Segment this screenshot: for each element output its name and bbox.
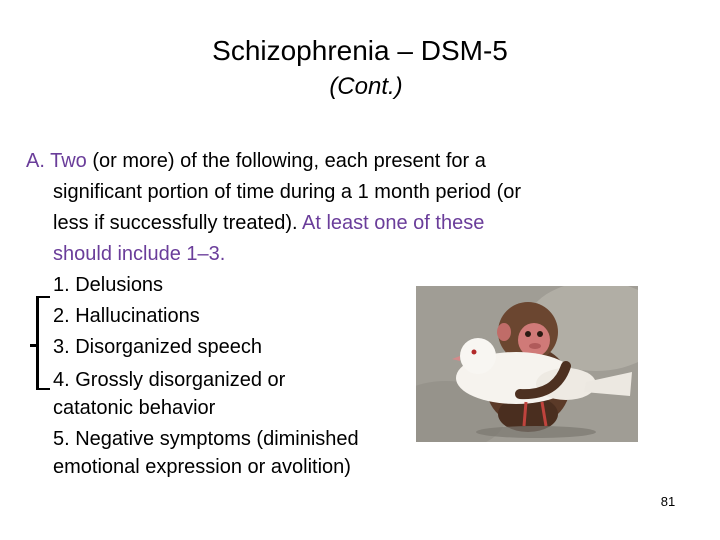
grouping-bracket-tick	[30, 344, 38, 347]
symptom-item-1: 1. Delusions	[53, 274, 164, 296]
slide-subtitle	[0, 72, 720, 102]
symptom-item-4: 4. Grossly disorganized or catatonic behavior	[53, 369, 286, 419]
slide-title: Schizophrenia – DSM-5	[212, 35, 508, 66]
monkey-dove-photo	[416, 286, 638, 442]
criterion-accent-text: At least one of these should include 1–3.	[53, 212, 485, 265]
symptom-item-3: 3. Disorganized speech	[53, 336, 263, 358]
page-number: 81	[660, 494, 676, 509]
criterion-a	[26, 146, 526, 270]
criterion-label: A.	[26, 150, 45, 172]
grouping-bracket	[36, 296, 50, 390]
slide-subtitle-text: (Cont.)	[329, 73, 403, 100]
criterion-text: (or more) of the following, each present for a significant portion of time during a 1 month period (or less if successfully treated).	[53, 150, 522, 234]
photo-illustration	[416, 286, 638, 442]
criterion-count-word: Two	[50, 150, 87, 172]
symptom-item-2: 2. Hallucinations	[53, 305, 200, 327]
symptom-item-5: 5. Negative symptoms (diminished emotional expression or avolition)	[53, 428, 359, 478]
